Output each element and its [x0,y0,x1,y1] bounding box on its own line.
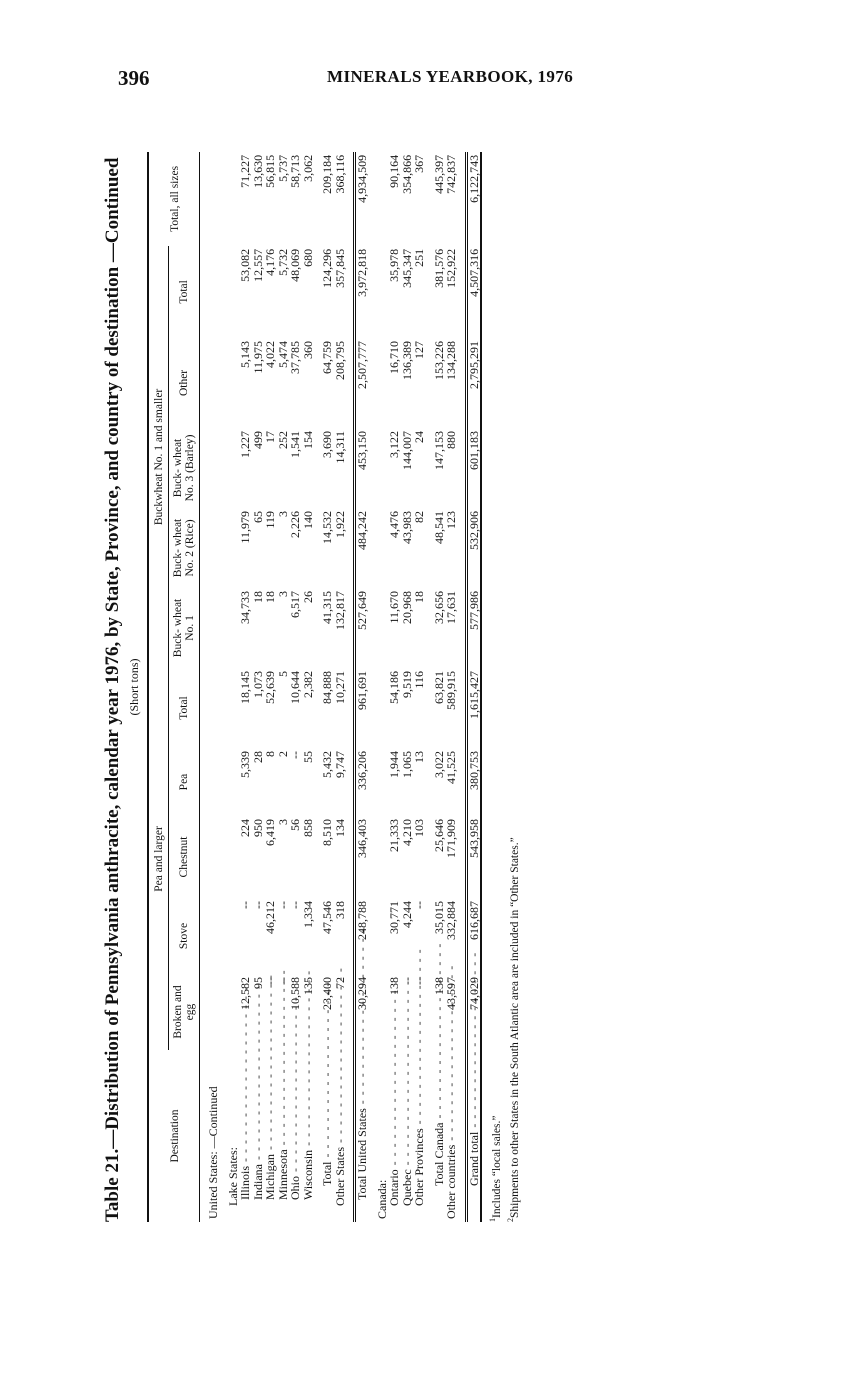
table-title: Table 21.—Distribution of Pennsylvania anthracite, calendar year 1976, by State, Province, and country of destination —Continued [102,157,123,1222]
table-cell: 367 [412,154,426,173]
table-cell: 10,271 [332,670,347,704]
row-label: Wisconsin - - - [302,1050,315,1222]
col-total-buckwheat: Total [169,246,200,338]
table-cell: 26 [300,590,315,603]
table-cell: 208,795 [332,340,347,380]
table-cell: 252 [275,430,290,449]
table-cell: 65 [250,510,265,523]
table-cell: 3,690 [320,430,334,458]
table-cell: 12,557 [250,248,265,282]
table-cell: 357,845 [332,248,347,288]
table-cell: 138 [387,977,401,995]
table-cell: 11,670 [387,590,401,624]
table-cell: 153,226 [431,340,446,380]
table-cell: 154 [300,430,315,449]
table-cell: 880 [444,430,458,449]
table-row [289,152,302,1222]
table-cell: 5,339 [238,751,252,778]
table-cell: 3,062 [300,154,315,182]
footnote-2: $^2$Shipments to other States in the South Atlantic area are included in “Other States.” [505,837,521,1222]
table-cell: -- [275,977,290,985]
table-cell: -- [399,977,414,985]
table-cell: 209,184 [320,154,334,194]
table-cell: 12,582 [238,977,252,1010]
table-cell: 3,972,818 [355,246,369,338]
rotated-table-block [100,152,580,1222]
table-cell: 64,759 [320,340,334,374]
table-cell: 346,403 [355,816,369,898]
lake-states-rows [239,152,314,1222]
row-label: Other countries - - - [445,1050,458,1222]
table-cell: 8,510 [320,819,334,846]
table-cell: 5,143 [238,340,252,368]
table-cell: -- [412,901,426,909]
table-cell: 35,978 [387,248,401,282]
canada-rows [388,152,426,1222]
table-cell: 72 [332,977,347,989]
table-row [334,152,347,1222]
table-cell: 90,164 [387,154,401,188]
table-cell: 9,747 [332,751,347,778]
table-cell: 961,691 [355,668,369,748]
table-cell: 147,153 [431,430,446,470]
table-cell: 2,795,291 [466,338,481,428]
table-cell: 858 [300,819,315,837]
table-cell: 124,296 [320,248,334,288]
table-cell: 135 [300,977,315,995]
table-cell: 48,069 [288,248,302,282]
table-cell: 543,958 [466,816,481,898]
table-cell: 116 [412,670,426,689]
table-cell: 119 [263,510,277,529]
table-cell: 8 [263,751,277,757]
table-cell: 123 [444,510,458,529]
table-cell: 24 [412,430,426,443]
table-cell: 332,884 [444,901,458,940]
table-cell: 17 [263,430,277,443]
table-cell: 601,183 [466,428,481,508]
table-cell: 6,517 [288,590,302,618]
table-cell: 1,065 [399,751,414,778]
table-cell: 41,525 [444,751,458,784]
col-total-all-sizes: Total, all sizes [148,152,200,246]
running-title: MINERALS YEARBOOK, 1976 [327,67,574,86]
page-number: 396 [118,66,150,90]
table-cell: 318 [332,901,347,919]
table-cell: 17,631 [444,590,458,624]
table-cell: 54,186 [387,670,401,704]
table-row [239,152,252,1222]
table-cell: 132,817 [332,590,347,630]
table-cell: 152,922 [444,248,458,288]
table-cell: 3 [275,819,290,825]
row-label: Other States - - - [334,1050,347,1222]
table-cell: 16,710 [387,340,401,374]
section-canada: Canada: [374,1179,389,1219]
table-cell: 47,546 [320,901,334,934]
table-cell: 10,644 [288,670,302,704]
table-cell: 354,866 [399,154,414,194]
table-cell: 4,210 [399,819,414,846]
table-cell: 4,176 [263,248,277,276]
table-cell: 1,541 [288,430,302,458]
table-row [445,152,458,1222]
table-cell: 2,226 [288,510,302,538]
col-buckwheat-2: Buck- wheat No. 2 (Rice) [169,508,200,588]
table-row [466,152,481,1222]
table-cell: 577,986 [466,588,481,668]
table-cell: 5,737 [275,154,290,182]
table-cell: 2,507,777 [355,338,369,428]
table-row [413,152,426,1222]
section-lake-states: Lake States: [225,1147,240,1206]
table-cell: 368,116 [332,154,347,194]
table-cell: 224 [238,819,252,837]
row-label: Ontario - - - [388,1050,401,1222]
table-cell: 43,597 [444,977,458,1010]
col-buckwheat-1: Buck- wheat No. 1 [169,588,200,668]
group-buckwheat: Buckwheat No. 1 and smaller [148,246,169,668]
footnote-1: $^1$Includes “local sales.” [488,1115,503,1222]
table-cell: 32,656 [431,590,446,624]
table-cell: -- [250,901,265,909]
table-cell: 37,785 [288,340,302,374]
row-label: Indiana - - - [252,1050,265,1222]
table-cell: 55 [300,751,315,763]
table-cell: 616,687 [466,898,481,974]
table-cell: 6,419 [263,819,277,846]
col-chestnut: Chestnut [169,816,200,898]
table-row [355,152,369,1222]
table-cell: 11,975 [250,340,265,374]
table-cell: 13 [412,751,426,763]
table-cell: 950 [250,819,265,837]
table-cell: 71,227 [238,154,252,188]
table-cell: 1,334 [300,901,315,928]
table-cell: 127 [412,340,426,359]
table-cell: 21,333 [387,819,401,852]
row-label: Minnesota - - - [277,1050,290,1222]
table-cell: 453,150 [355,428,369,508]
table-cell: 63,821 [431,670,446,704]
table-cell: 527,649 [355,588,369,668]
table-cell: -- [238,901,252,909]
table-cell: 134 [332,819,347,837]
row-label: Other Provinces - - - [413,1050,426,1222]
row-label: Total United States - - - [355,1050,369,1222]
table-cell: 499 [250,430,265,449]
table-cell: 4,022 [263,340,277,368]
table-cell: 2 [275,751,290,757]
table-cell: 53,082 [238,248,252,282]
table-cell: 251 [412,248,426,267]
row-label: Total Canada - - - [433,1050,446,1222]
table-cell: 20,968 [399,590,414,624]
table-cell: 43,983 [399,510,414,544]
table-cell: 18 [412,590,426,603]
table-cell: 30,771 [387,901,401,934]
table-cell: 3 [275,590,290,597]
table-cell: 1,922 [332,510,347,538]
table-cell: 95 [250,977,265,989]
table-cell: 84,888 [320,670,334,704]
section-united-states: United States: —Continued [206,1086,220,1219]
group-pea-and-larger: Pea and larger [148,668,169,1050]
us-total-rows [314,152,369,1222]
distribution-table [147,152,482,1222]
footnotes [486,152,522,1222]
col-total-pea-and-larger: Total [169,668,200,748]
table-cell: 2,382 [300,670,315,698]
table-cell: 23,400 [320,977,334,1010]
table-row [302,152,315,1222]
col-buckwheat-3: Buck- wheat No. 3 (Barley) [169,428,200,508]
table-cell: 138 [431,977,446,995]
table-cell: 136,389 [399,340,414,380]
table-cell: 82 [412,510,426,523]
table-cell: 134,288 [444,340,458,380]
table-cell: 345,347 [399,248,414,288]
table-cell: 56 [288,819,302,831]
row-label: Illinois - - - [239,1050,252,1222]
table-row [264,152,277,1222]
table-cell: 9,519 [399,670,414,698]
table-cell: 360 [300,340,315,359]
table-cell: 680 [300,248,315,267]
table-cell: 14,532 [320,510,334,544]
table-cell: 28 [250,751,265,763]
total-rows [426,152,482,1222]
table-cell: 13,630 [250,154,265,188]
table-cell: 5,474 [275,340,290,368]
table-cell: 5,432 [320,751,334,778]
table-cell: 1,615,427 [466,668,481,748]
table-cell: 35,015 [431,901,446,934]
table-cell: 41,315 [320,590,334,624]
group-header-row [148,152,169,1222]
table-cell: 48,541 [431,510,446,544]
table-cell: 30,294 [355,974,369,1050]
table-cell: 6,122,743 [466,152,481,246]
table-units: (Short tons) [127,658,141,716]
table-cell: -- [288,901,302,909]
table-row [321,152,334,1222]
table-cell: 381,576 [431,248,446,288]
table-cell: 484,242 [355,508,369,588]
table-cell: 589,915 [444,670,458,710]
table-cell: 3,022 [431,751,446,778]
table-cell: 25,646 [431,819,446,852]
row-label: Total - - - [321,1050,334,1222]
table-cell: 248,788 [355,898,369,974]
table-cell: 56,815 [263,154,277,188]
table-cell: 4,476 [387,510,401,538]
table-cell: 140 [300,510,315,529]
table-cell: 5 [275,670,290,677]
col-stove: Stove [169,898,200,974]
col-pea: Pea [169,748,200,816]
col-broken-and-egg: Broken and egg [169,974,200,1050]
table-cell: 52,639 [263,670,277,704]
table-cell: 18 [263,590,277,603]
table-cell: 18 [250,590,265,603]
table-cell: 74,029 [466,974,481,1050]
table-cell: 336,206 [355,748,369,816]
row-label: Quebec - - - [401,1050,414,1222]
table-cell: 34,733 [238,590,252,624]
table-cell: 1,227 [238,430,252,458]
table-cell: 3 [275,510,290,517]
table-cell: 742,837 [444,154,458,194]
table-cell: 14,311 [332,430,347,464]
table-cell: -- [263,977,277,985]
table-cell: 532,906 [466,508,481,588]
row-label: Grand total - - - [466,1050,481,1222]
table-row [388,152,401,1222]
table-cell: 4,934,509 [355,152,369,246]
table-cell: 11,979 [238,510,252,544]
table-cell: -- [412,977,426,985]
table-cell: 144,007 [399,430,414,470]
row-label: Michigan - - - [264,1050,277,1222]
table-cell: 171,909 [444,819,458,858]
row-label: Ohio - - - [289,1050,302,1222]
table-cell: 4,507,316 [466,246,481,338]
table-cell: 3,122 [387,430,401,458]
table-cell: 4,244 [399,901,414,928]
table-cell: 103 [412,819,426,837]
table-cell: -- [288,751,302,759]
table-cell: 445,397 [431,154,446,194]
table-cell: -- [275,901,290,909]
col-destination: Destination [148,1050,200,1222]
table-cell: 58,713 [288,154,302,188]
table-cell: 46,212 [263,901,277,934]
col-other: Other [169,338,200,428]
table-cell: 380,753 [466,748,481,816]
table-cell: 10,588 [288,977,302,1010]
table-cell: 18,145 [238,670,252,704]
table-cell: 1,073 [250,670,265,698]
table-cell: 5,732 [275,248,290,276]
table-cell: 1,944 [387,751,401,778]
